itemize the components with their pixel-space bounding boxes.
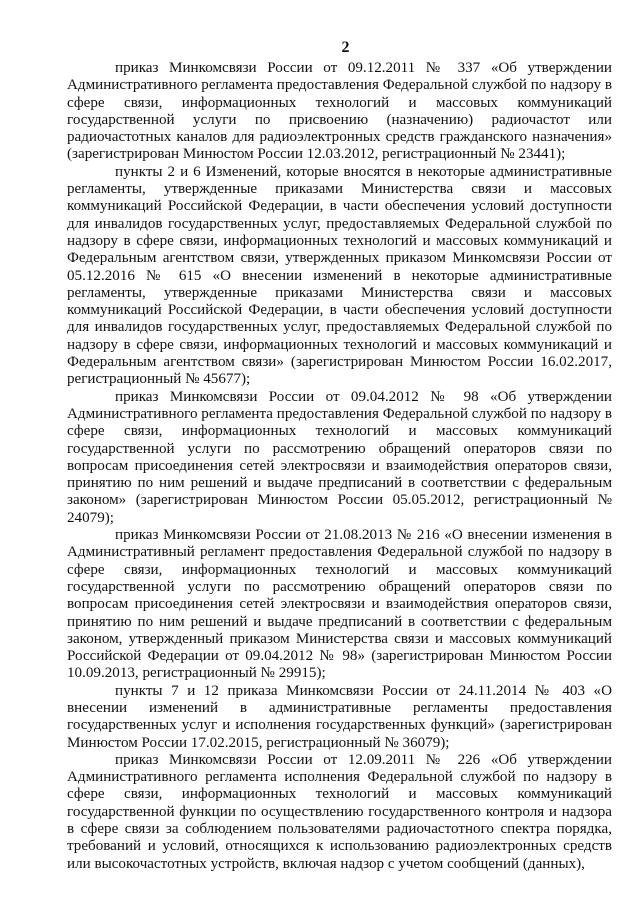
paragraph-order-337: приказ Минкомсвязи России от 09.12.2011 № 337 «Об утверждении Административного регламента предоставления Федеральной службой по надзору в сфере связи, информационных технологий и массовых коммуникаций государственной услуги по присвоению (назначению) радиочастот или радиочастотных каналов для радиоэлектронных средств гражданского назначения» (зарегистрирован Минюстом России 12.03.2012, регистрационный № 23441); — [67, 60, 612, 163]
paragraph-order-216: приказ Минкомсвязи России от 21.08.2013 № 216 «О внесении изменения в Административный регламент предоставления Федеральной службой по надзору в сфере связи, информационных технологий и массовых коммуникаций государственной услуги по рассмотрению обращений операторов связи по вопросам присоединения сетей электросвязи и взаимодействия операторов связи, принятию по ним решений и выдаче предписаний в соответствии с федеральным законом, утвержденный приказом Министерства связи и массовых коммуникаций Российской Федерации от 09.04.2012 № 98» (зарегистрирован Минюстом России 10.09.2013, регистрационный № 29915); — [67, 527, 612, 682]
page-number: 2 — [341, 39, 350, 56]
paragraph-order-403-items: пункты 7 и 12 приказа Минкомсвязи России от 24.11.2014 № 403 «О внесении изменений в административные регламенты предоставления государственных услуг и исполнения государственных функций» (зарегистрирован Минюстом России 17.02.2015, регистрационный № 36079); — [67, 682, 612, 751]
paragraph-order-98: приказ Минкомсвязи России от 09.04.2012 № 98 «Об утверждении Административного регламента предоставления Федеральной службой по надзору в сфере связи, информационных технологий и массовых коммуникаций государственной услуги по рассмотрению обращений операторов связи по вопросам присоединения сетей электросвязи и взаимодействия операторов связи, принятию по ним решений и выдаче предписаний в соответствии с федеральным законом» (зарегистрирован Минюстом России 05.05.2012, регистрационный № 24079); — [67, 388, 612, 526]
paragraph-order-226: приказ Минкомсвязи России от 12.09.2011 № 226 «Об утверждении Административного регламента исполнения Федеральной службой по надзору в сфере связи, информационных технологий и массовых коммуникаций государственной функции по осуществлению государственного контроля и надзора в сфере связи за соблюдением пользователями радиочастотного спектра порядка, требований и условий, относящихся к использованию радиоэлектронных средств или высокочастотных устройств, включая надзор с учетом сообщений (данных), — [67, 751, 612, 872]
paragraph-order-615-items: пункты 2 и 6 Изменений, которые вносятся в некоторые административные регламенты, утвержденные приказами Министерства связи и массовых коммуникаций Российской Федерации, в части обеспечения условий доступности для инвалидов государственных услуг, предоставляемых Федеральной службой по надзору в сфере связи, информационных технологий и массовых коммуникаций и Федеральным агентством связи, утвержденных приказом Минкомсвязи России от 05.12.2016 № 615 «О внесении изменений в некоторые административные регламенты, утвержденные приказами Министерства связи и массовых коммуникаций Российской Федерации, в части обеспечения условий доступности для инвалидов государственных услуг, предоставляемых Федеральной службой по надзору в сфере связи, информационных технологий и массовых коммуникаций и Федеральным агентством связи» (зарегистрирован Минюстом России 16.02.2017, регистрационный № 45677); — [67, 163, 612, 388]
